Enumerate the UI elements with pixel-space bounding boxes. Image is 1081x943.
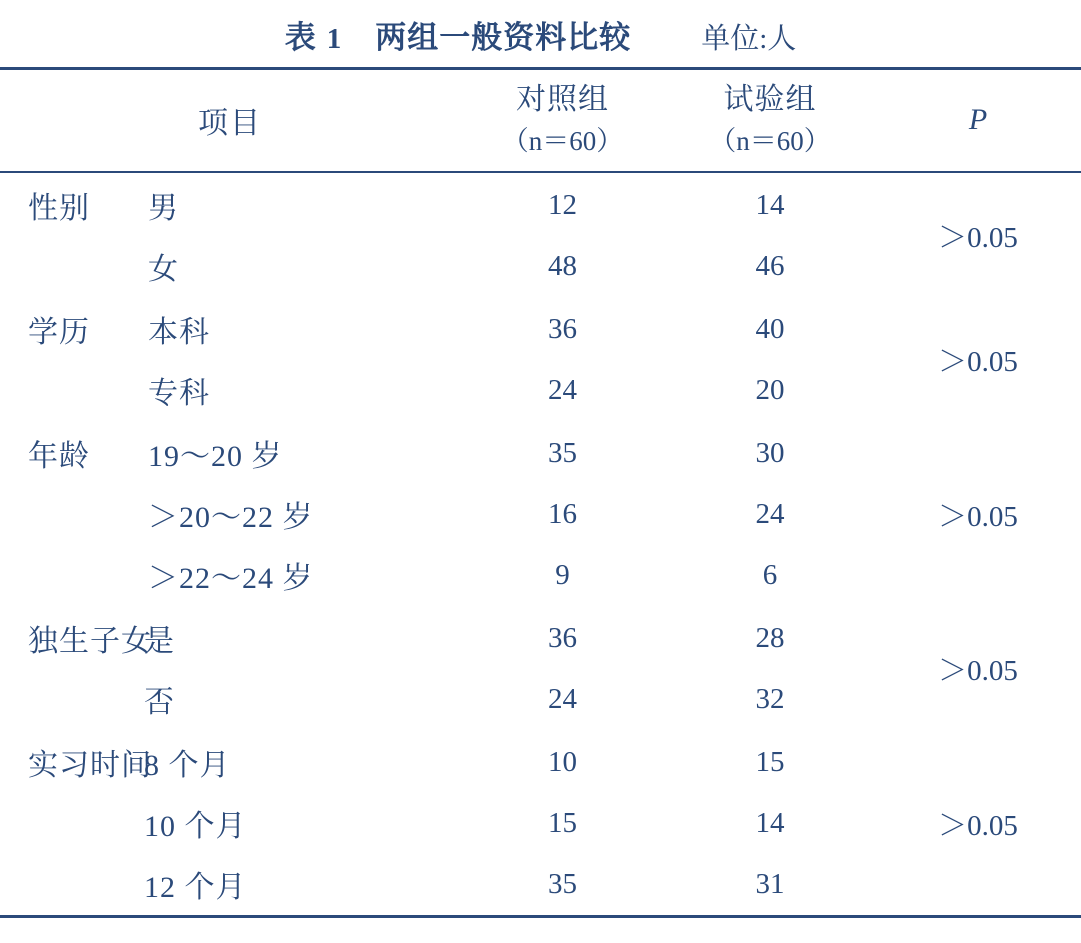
row-subcategory: 10 个月 — [144, 810, 247, 844]
header-control-group-n: （n＝60） — [501, 125, 624, 156]
caption-number: 1 — [326, 23, 342, 55]
header-experiment-group — [665, 70, 875, 172]
caption-unit: 单位:人 — [701, 23, 797, 55]
row-category: 学历 — [28, 316, 90, 350]
cell-experiment-count: 46 — [755, 249, 785, 282]
row-subcategory: ＞20～22 岁 — [148, 501, 314, 535]
table-caption — [0, 0, 1081, 67]
cell-experiment-count: 31 — [755, 867, 785, 900]
row-subcategory: 否 — [144, 686, 175, 720]
cell-control-count: 24 — [548, 682, 577, 715]
row-category — [0, 793, 130, 854]
header-experiment-group-label: 试验组 — [723, 83, 817, 116]
cell-experiment-count: 14 — [755, 806, 785, 839]
header-p-value: P — [968, 103, 988, 137]
row-category — [0, 545, 130, 606]
row-subcategory: 12 个月 — [144, 871, 247, 905]
cell-experiment-count: 40 — [755, 312, 785, 345]
cell-control-count: 9 — [555, 558, 570, 591]
row-category — [0, 854, 130, 917]
cell-experiment-count: 6 — [762, 558, 778, 591]
cell-p-value: ＞0.05 — [938, 346, 1018, 379]
row-category: 性别 — [28, 192, 90, 226]
cell-p-value: ＞0.05 — [938, 500, 1018, 533]
row-subcategory: 8 个月 — [144, 749, 231, 783]
header-experiment-group-n: （n＝60） — [709, 125, 831, 156]
cell-experiment-count: 30 — [755, 436, 785, 469]
cell-control-count: 35 — [548, 867, 577, 900]
cell-experiment-count: 24 — [755, 497, 785, 530]
cell-experiment-count: 28 — [755, 621, 785, 654]
caption-title: 两组一般资料比较 — [375, 20, 632, 55]
cell-p-value: ＞0.05 — [938, 222, 1018, 255]
row-subcategory: 男 — [148, 192, 179, 226]
row-category: 实习时间 — [28, 749, 152, 783]
row-subcategory: 是 — [144, 625, 175, 659]
header-control-group-label: 对照组 — [516, 83, 609, 116]
cell-control-count: 15 — [548, 806, 577, 839]
table-row — [0, 606, 1081, 669]
table-row — [0, 421, 1081, 484]
table-row — [0, 730, 1081, 793]
cell-control-count: 24 — [548, 373, 577, 406]
cell-experiment-count: 20 — [755, 373, 785, 406]
row-subcategory: ＞22～24 岁 — [148, 562, 314, 596]
cell-experiment-count: 14 — [755, 188, 785, 221]
header-item: 项目 — [198, 107, 262, 141]
row-category — [0, 484, 130, 545]
row-subcategory: 19～20 岁 — [148, 440, 283, 474]
row-subcategory: 女 — [148, 253, 179, 287]
table-row — [0, 297, 1081, 360]
cell-p-value: ＞0.05 — [938, 655, 1018, 688]
table-rule-bottom — [0, 916, 1081, 918]
cell-control-count: 35 — [548, 436, 577, 469]
general-data-table — [0, 67, 1081, 918]
header-control-group — [460, 70, 665, 172]
row-category — [0, 236, 130, 297]
cell-control-count: 12 — [548, 188, 577, 221]
cell-p-value: ＞0.05 — [938, 809, 1018, 842]
row-category — [0, 360, 130, 421]
cell-experiment-count: 32 — [755, 682, 785, 715]
table-header-row — [0, 70, 1081, 172]
cell-control-count: 48 — [548, 249, 577, 282]
cell-control-count: 10 — [548, 745, 577, 778]
cell-control-count: 36 — [548, 312, 577, 345]
row-category — [0, 669, 130, 730]
cell-control-count: 36 — [548, 621, 577, 654]
caption-label: 表 — [284, 20, 317, 55]
row-category: 年龄 — [28, 440, 90, 474]
row-subcategory: 专科 — [148, 377, 210, 411]
row-category: 独生子女 — [28, 625, 152, 659]
row-subcategory: 本科 — [148, 316, 210, 350]
cell-experiment-count: 15 — [755, 745, 785, 778]
cell-control-count: 16 — [548, 497, 577, 530]
table-row — [0, 173, 1081, 236]
